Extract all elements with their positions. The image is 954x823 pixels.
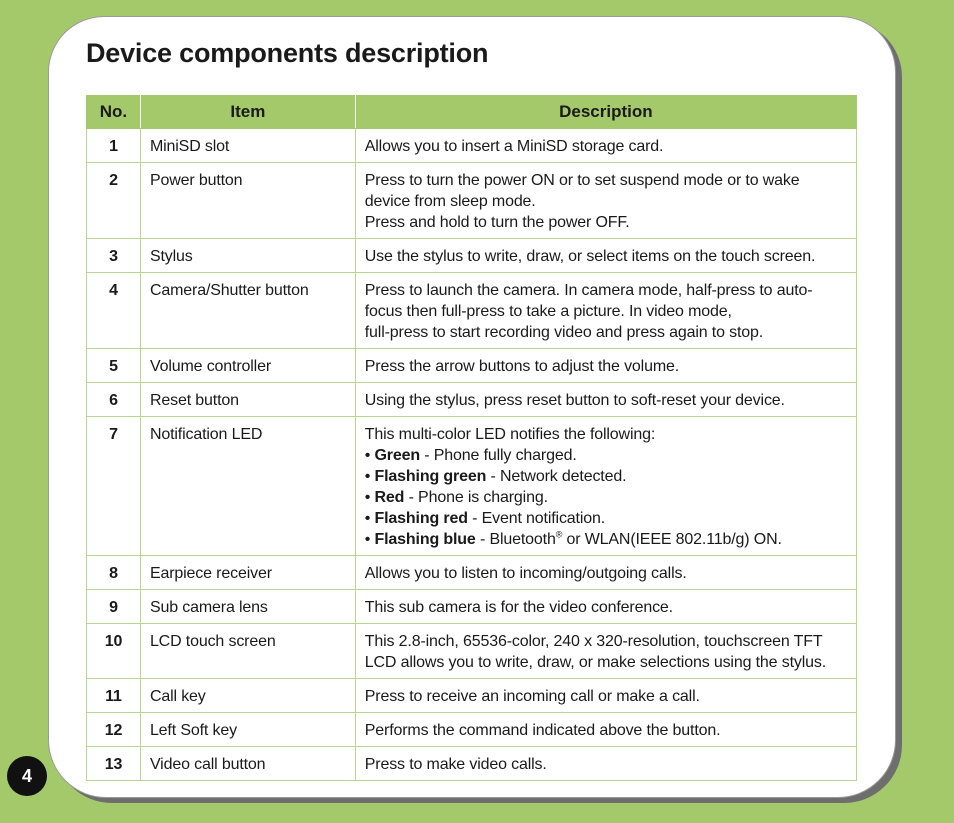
row-item: Camera/Shutter button <box>140 273 355 349</box>
description-line: LCD allows you to write, draw, or make selections using the stylus. <box>364 654 827 671</box>
table-row <box>87 163 857 239</box>
description-line: This sub camera is for the video conference. <box>364 599 673 616</box>
row-description <box>355 349 856 383</box>
row-item: Left Soft key <box>140 713 355 747</box>
row-description <box>355 129 856 163</box>
row-description <box>355 590 856 624</box>
table-header-row <box>87 96 857 129</box>
description-line: Press to launch the camera. In camera mode, half-press to auto- <box>364 282 813 299</box>
table-row <box>87 239 857 273</box>
table-row <box>87 349 857 383</box>
row-number: 3 <box>87 239 141 273</box>
table-row <box>87 590 857 624</box>
components-table <box>86 95 857 781</box>
row-number: 7 <box>87 417 141 556</box>
row-item: Power button <box>140 163 355 239</box>
row-description <box>355 713 856 747</box>
row-number: 6 <box>87 383 141 417</box>
description-line: Using the stylus, press reset button to soft-reset your device. <box>364 392 785 409</box>
row-description <box>355 624 856 679</box>
row-number: 12 <box>87 713 141 747</box>
led-bullet-term: Green <box>374 447 420 464</box>
row-number: 9 <box>87 590 141 624</box>
page-title: Device components description <box>86 38 489 68</box>
table-row <box>87 129 857 163</box>
description-line: full-press to start recording video and press again to stop. <box>364 324 764 341</box>
registered-mark: ® <box>555 529 563 540</box>
description-line: Press to make video calls. <box>364 756 547 773</box>
row-number: 8 <box>87 556 141 590</box>
row-number: 1 <box>87 129 141 163</box>
led-bullet-text-after: or WLAN(IEEE 802.11b/g) ON. <box>562 531 782 548</box>
description-intro: This multi-color LED notifies the following: <box>364 426 656 443</box>
description-line: Press to turn the power ON or to set suspend mode or to wake <box>364 172 800 189</box>
header-item: Item <box>140 96 355 129</box>
table-body <box>87 129 857 781</box>
row-number: 10 <box>87 624 141 679</box>
row-description <box>355 273 856 349</box>
description-line: Allows you to listen to incoming/outgoing calls. <box>364 565 687 582</box>
table-row <box>87 679 857 713</box>
row-number: 11 <box>87 679 141 713</box>
row-number: 5 <box>87 349 141 383</box>
description-line: Press to receive an incoming call or make a call. <box>364 688 700 705</box>
description-line: focus then full-press to take a picture. In video mode, <box>364 303 732 320</box>
row-item: Reset button <box>140 383 355 417</box>
row-item: Sub camera lens <box>140 590 355 624</box>
led-bullet-item: • Flashing green - Network detected. <box>364 468 627 485</box>
row-item: Video call button <box>140 747 355 781</box>
led-bullet-term: Flashing red <box>374 510 468 527</box>
led-bullet-item: • Red - Phone is charging. <box>364 489 548 506</box>
table-row <box>87 624 857 679</box>
description-line: Use the stylus to write, draw, or select items on the touch screen. <box>364 248 816 265</box>
row-number: 2 <box>87 163 141 239</box>
description-line: device from sleep mode. <box>364 193 536 210</box>
row-description <box>355 679 856 713</box>
row-number: 13 <box>87 747 141 781</box>
page-number-badge: 4 <box>7 756 47 796</box>
header-description: Description <box>355 96 856 129</box>
row-item: MiniSD slot <box>140 129 355 163</box>
row-description <box>355 383 856 417</box>
led-bullet-item: • Flashing red - Event notification. <box>364 510 606 527</box>
table-row <box>87 713 857 747</box>
description-line: Press and hold to turn the power OFF. <box>364 214 630 231</box>
led-bullet-text: - Bluetooth <box>475 531 556 548</box>
led-bullet-text: - Phone fully charged. <box>420 447 577 464</box>
table-row <box>87 273 857 349</box>
description-line: Performs the command indicated above the button. <box>364 722 721 739</box>
table-row <box>87 383 857 417</box>
row-item: Stylus <box>140 239 355 273</box>
led-bullet-text: - Phone is charging. <box>404 489 548 506</box>
row-item: Earpiece receiver <box>140 556 355 590</box>
led-bullet-term: Flashing blue <box>374 531 476 548</box>
table-row <box>87 556 857 590</box>
row-description <box>355 239 856 273</box>
led-bullet-item: • Green - Phone fully charged. <box>364 447 577 464</box>
row-number: 4 <box>87 273 141 349</box>
row-item: LCD touch screen <box>140 624 355 679</box>
led-bullet-term: Flashing green <box>374 468 487 485</box>
description-line: This 2.8-inch, 65536-color, 240 x 320-resolution, touchscreen TFT <box>364 633 823 650</box>
row-description <box>355 417 856 556</box>
row-description <box>355 163 856 239</box>
description-line: Allows you to insert a MiniSD storage card. <box>364 138 664 155</box>
table-row <box>87 747 857 781</box>
row-item: Volume controller <box>140 349 355 383</box>
row-item: Notification LED <box>140 417 355 556</box>
row-item: Call key <box>140 679 355 713</box>
led-bullet-term: Red <box>374 489 405 506</box>
led-bullet-text: - Event notification. <box>467 510 606 527</box>
row-description <box>355 747 856 781</box>
row-description <box>355 556 856 590</box>
description-line: Press the arrow buttons to adjust the volume. <box>364 358 680 375</box>
header-no: No. <box>87 96 141 129</box>
led-bullet-item: • Flashing blue - Bluetooth® or WLAN(IEEE 802.11b/g) ON. <box>364 529 782 548</box>
led-bullet-text: - Network detected. <box>486 468 627 485</box>
table-row <box>87 417 857 556</box>
